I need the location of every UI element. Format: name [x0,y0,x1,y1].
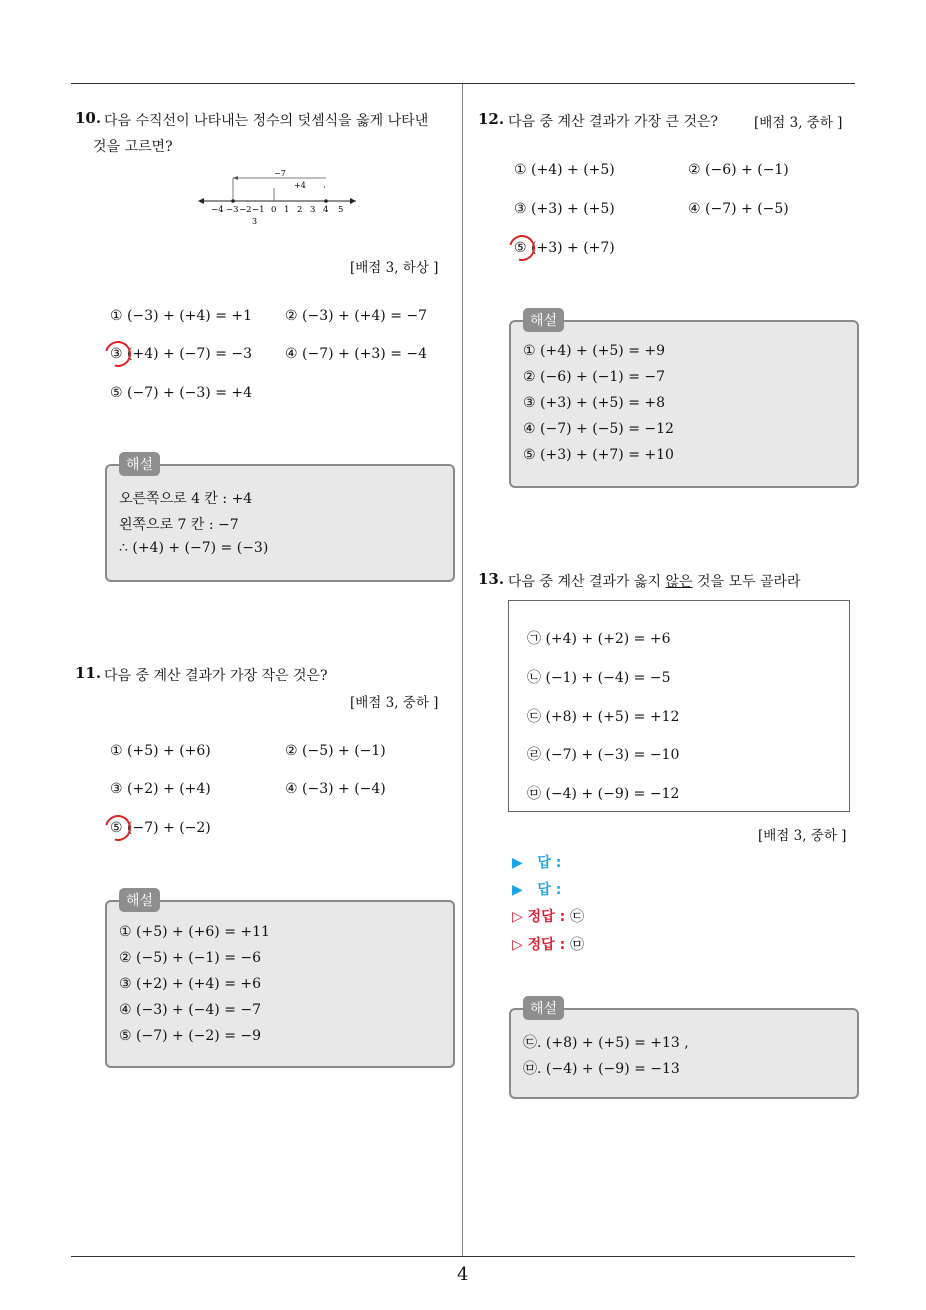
outline-arrow-icon: ▷ [512,937,523,953]
tick-labels [211,205,343,215]
underlined-word: 않은 [665,574,693,590]
explanation-box [105,893,455,1068]
statement-item: ㉤ (−4) + (−9) = −12 [527,786,680,802]
question-text: 다음 중 계산 결과가 가장 큰 것은? [508,114,719,130]
outline-arrow-icon: ▷ [512,909,523,925]
explanation-line: ② (−6) + (−1) = −7 [523,369,666,385]
explanation-line: 왼쪽으로 7 칸 : −7 [119,517,239,533]
option-5[interactable]: ⑤ (−7) + (−3) = +4 [110,385,253,401]
explanation-line: ③ (+3) + (+5) = +8 [523,395,666,411]
top-rule [71,83,855,84]
explanation-line: 오른쪽으로 4 칸 : +4 [119,491,253,507]
explanation-title: 해설 [523,308,564,332]
play-arrow-icon: ▶ [512,882,523,898]
explanation-line: ① (+5) + (+6) = +11 [119,924,270,940]
bottom-rule [71,1256,855,1257]
option-2[interactable]: ② (−3) + (+4) = −7 [285,308,428,324]
explanation-line: ④ (−7) + (−5) = −12 [523,421,674,437]
statement-box [508,600,850,812]
play-arrow-icon: ▶ [512,855,523,871]
selected-answer-circle [100,810,136,846]
explanation-line: ③ (+2) + (+4) = +6 [119,976,262,992]
option-5[interactable]: ⑤ (+3) + (+7) [514,240,615,256]
answer-row[interactable]: ▶ 답 : [512,882,562,898]
statement-item: ㉡ (−1) + (−4) = −5 [527,670,671,686]
statement-item: ㉢ (+8) + (+5) = +12 [527,709,680,725]
tick-label: 2 [297,205,303,215]
explanation-box [105,457,455,582]
explanation-title: 해설 [119,888,160,912]
option-3[interactable]: ③ (+2) + (+4) [110,781,211,797]
selected-answer-circle [504,230,540,266]
tick-label: −3 [226,205,239,215]
explanation-box [509,313,859,488]
explanation-line: ㉤. (−4) + (−9) = −13 [523,1061,680,1077]
option-1[interactable]: ① (−3) + (+4) = +1 [110,308,253,324]
explanation-line: ⑤ (+3) + (+7) = +10 [523,447,674,463]
explanation-line: ⑤ (−7) + (−2) = −9 [119,1028,262,1044]
arrow-left-icon [198,198,204,204]
arrow-right-icon [350,198,356,204]
explanation-line: ④ (−3) + (−4) = −7 [119,1002,262,1018]
option-1[interactable]: ① (+4) + (+5) [514,162,615,178]
tick-label: −4 [211,205,224,215]
question-text: 다음 중 계산 결과가 옳지 않은 것을 모두 골라라 [508,574,801,590]
tick-label: 5 [338,205,344,215]
question-meta: [배점 3, 중하 ] [758,828,847,844]
question-number: 10. [75,109,102,127]
statement-item: ㉠ (+4) + (+2) = +6 [527,631,671,647]
question-text: 다음 수직선이 나타내는 정수의 덧셈식을 옳게 나타낸 [104,113,429,129]
question-meta: [배점 3, 하상 ] [350,260,439,276]
tick-label: −2 [239,205,252,215]
arrowhead-icon [233,176,238,180]
option-3[interactable]: ③ (+3) + (+5) [514,201,615,217]
label-plus4: +4 [294,181,306,190]
explanation-line: ② (−5) + (−1) = −6 [119,950,262,966]
label-dot: · [323,183,326,193]
explanation-line: ① (+4) + (+5) = +9 [523,343,666,359]
column-divider [462,84,463,1257]
page-number: 4 [457,1264,469,1285]
tick-label: 1 [284,205,290,215]
question-text: 다음 중 계산 결과가 가장 작은 것은? [104,668,328,684]
explanation-title: 해설 [119,452,160,476]
explanation-line: ∴ (+4) + (−7) = (−3) [119,540,269,556]
answer-row[interactable]: ▶ 답 : [512,855,562,871]
option-4[interactable]: ④ (−3) + (−4) [285,781,386,797]
option-3[interactable]: ③ (+4) + (−7) = −3 [110,346,253,362]
option-4[interactable]: ④ (−7) + (−5) [688,201,789,217]
label-minus7: −7 [274,169,286,178]
selected-answer-circle [100,336,136,372]
option-2[interactable]: ② (−6) + (−1) [688,162,789,178]
statement-item: ㉣ (−7) + (−3) = −10 [527,747,680,763]
explanation-box [509,1001,859,1099]
tick-label: 4 [323,205,329,215]
question-meta: [배점 3, 중하 ] [350,695,439,711]
under-label: 3 [252,217,258,226]
explanation-title: 해설 [523,996,564,1020]
number-line-figure [196,166,362,228]
question-meta: [배점 3, 중하 ] [754,115,843,131]
correct-answer-row: ▷ 정답 : ㉢ [512,909,585,925]
question-number: 13. [478,570,505,588]
option-4[interactable]: ④ (−7) + (+3) = −4 [285,346,428,362]
tick-label: 0 [271,205,277,215]
correct-answer-row: ▷ 정답 : ㉤ [512,937,585,953]
question-text-cont: 것을 고르면? [93,139,173,155]
tick-label: 3 [310,205,316,215]
explanation-line: ㉢. (+8) + (+5) = +13 , [523,1035,689,1051]
option-5[interactable]: ⑤ (−7) + (−2) [110,820,211,836]
question-number: 11. [75,664,102,682]
question-number: 12. [478,110,505,128]
option-1[interactable]: ① (+5) + (+6) [110,743,211,759]
option-2[interactable]: ② (−5) + (−1) [285,743,386,759]
tick-label: −1 [252,205,265,215]
